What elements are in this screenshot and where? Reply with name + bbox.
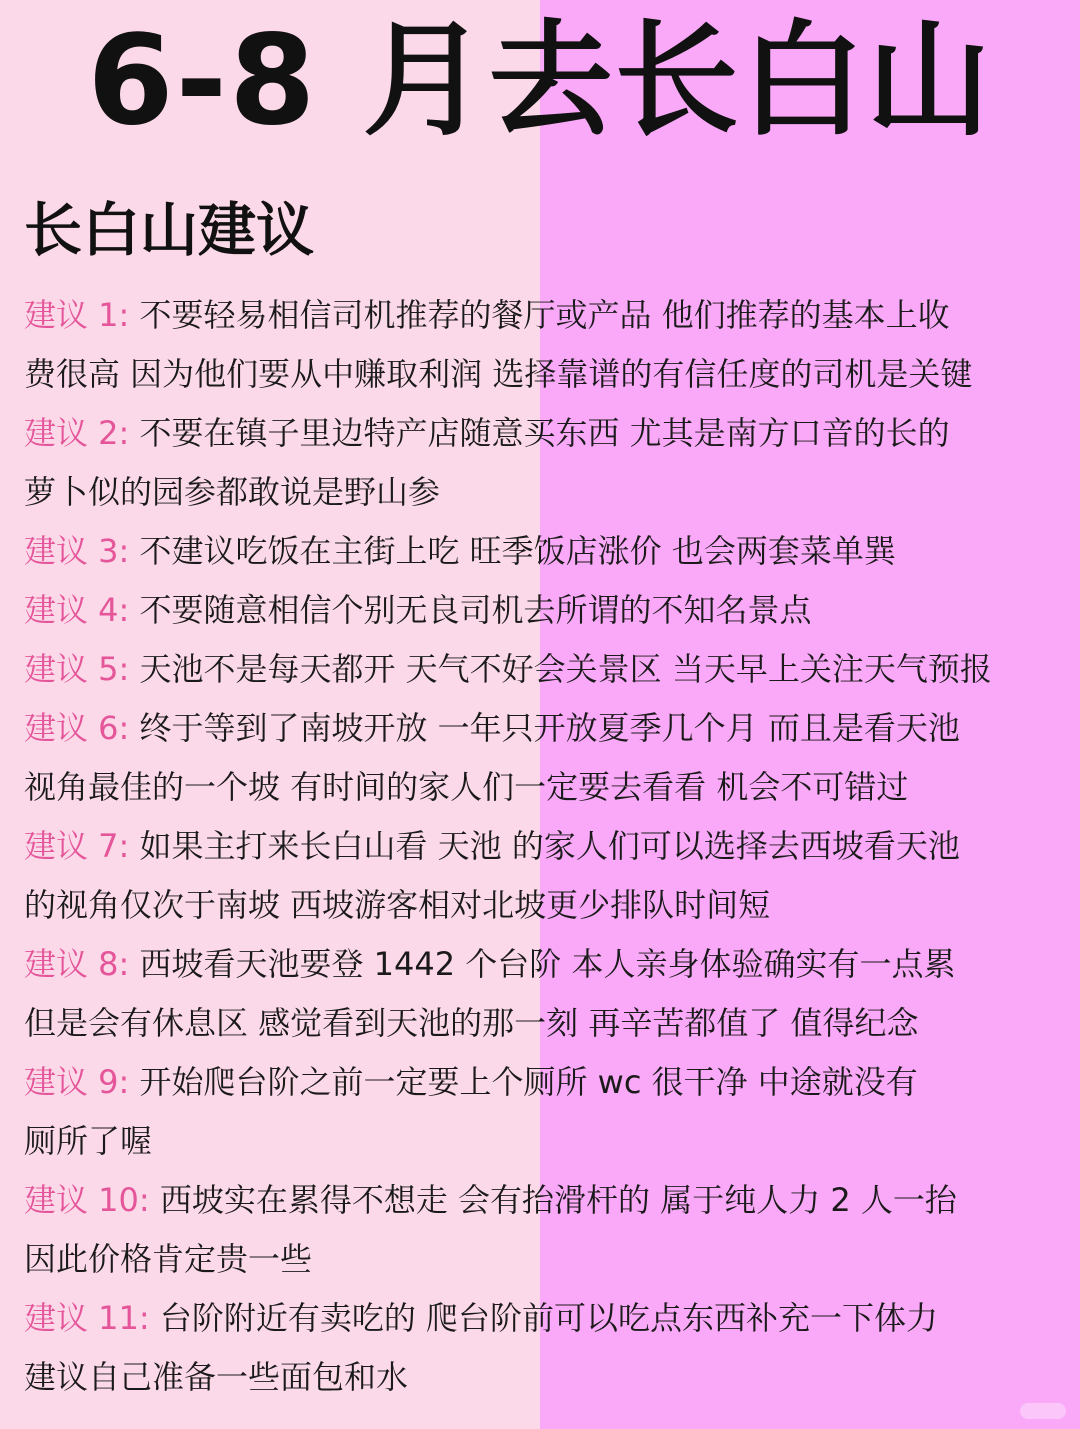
tips-list — [24, 286, 1074, 1407]
tip-label: 建议 5: — [24, 650, 130, 688]
page-title: 6-8 月去长白山 — [87, 9, 993, 153]
tip-4 — [24, 581, 1074, 640]
tip-text: 西坡看天池要登 1442 个台阶 本人亲身体验确实有一点累 — [139, 945, 956, 983]
tip-text: 但是会有休息区 感觉看到天池的那一刻 再辛苦都值了 值得纪念 — [24, 1004, 919, 1042]
tip-text: 终于等到了南坡开放 一年只开放夏季几个月 而且是看天池 — [139, 709, 960, 747]
tip-text: 西坡实在累得不想走 会有抬滑杆的 属于纯人力 2 人一抬 — [159, 1181, 957, 1219]
tip-text: 萝卜似的园参都敢说是野山参 — [24, 473, 441, 511]
tip-8 — [24, 935, 1074, 1053]
tip-10 — [24, 1171, 1074, 1289]
tip-7 — [24, 817, 1074, 935]
tip-label: 建议 6: — [24, 709, 130, 747]
tip-text: 不建议吃饭在主街上吃 旺季饭店涨价 也会两套菜单巽 — [139, 532, 896, 570]
tip-text: 费很高 因为他们要从中赚取利润 选择靠谱的有信任度的司机是关键 — [24, 355, 973, 393]
tip-label: 建议 10: — [24, 1181, 150, 1219]
tip-text: 的视角仅次于南坡 西坡游客相对北坡更少排队时间短 — [24, 886, 771, 924]
tip-text: 建议自己准备一些面包和水 — [24, 1358, 409, 1396]
tip-1 — [24, 286, 1074, 404]
watermark — [1020, 1403, 1066, 1419]
tip-label: 建议 9: — [24, 1063, 130, 1101]
tip-label: 建议 7: — [24, 827, 130, 865]
tip-text: 厕所了喔 — [24, 1122, 153, 1160]
section-heading: 长白山建议 — [24, 196, 315, 264]
tip-label: 建议 2: — [24, 414, 130, 452]
tip-label: 建议 4: — [24, 591, 130, 629]
tip-text: 不要在镇子里边特产店随意买东西 尤其是南方口音的长的 — [139, 414, 950, 452]
tip-5 — [24, 640, 1074, 699]
tip-label: 建议 3: — [24, 532, 130, 570]
tip-9 — [24, 1053, 1074, 1171]
tip-text: 不要轻易相信司机推荐的餐厅或产品 他们推荐的基本上收 — [139, 296, 950, 334]
tip-label: 建议 11: — [24, 1299, 150, 1337]
tip-label: 建议 8: — [24, 945, 130, 983]
tip-2 — [24, 404, 1074, 522]
tip-text: 因此价格肯定贵一些 — [24, 1240, 313, 1278]
tip-text: 天池不是每天都开 天气不好会关景区 当天早上关注天气预报 — [139, 650, 992, 688]
tip-3 — [24, 522, 1074, 581]
tip-text: 如果主打来长白山看 天池 的家人们可以选择去西坡看天池 — [139, 827, 960, 865]
tip-text: 视角最佳的一个坡 有时间的家人们一定要去看看 机会不可错过 — [24, 768, 909, 806]
tip-label: 建议 1: — [24, 296, 130, 334]
tip-text: 开始爬台阶之前一定要上个厕所 wc 很干净 中途就没有 — [139, 1063, 918, 1101]
tip-11 — [24, 1289, 1074, 1407]
tip-text: 不要随意相信个别无良司机去所谓的不知名景点 — [139, 591, 812, 629]
tip-6 — [24, 699, 1074, 817]
tip-text: 台阶附近有卖吃的 爬台阶前可以吃点东西补充一下体力 — [159, 1299, 939, 1337]
